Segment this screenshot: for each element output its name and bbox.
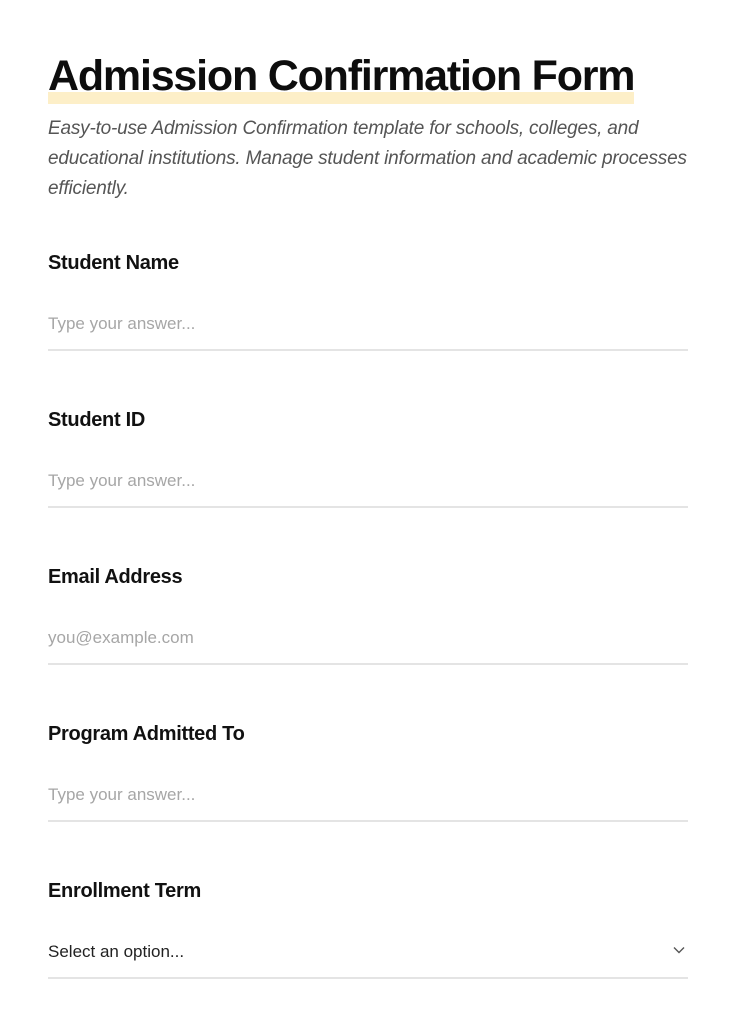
input-row: [48, 309, 688, 351]
form-description: Easy-to-use Admission Confirmation template for schools, colleges, and educational institutions. Manage student information and academic processes efficiently.: [48, 118, 687, 199]
enrollment-term-select[interactable]: [48, 937, 688, 979]
input-row: [48, 780, 688, 822]
email-input[interactable]: [48, 623, 648, 653]
field-label: Email Address: [48, 566, 183, 588]
field-enrollment-term: [48, 880, 688, 979]
chevron-down-icon: [672, 943, 686, 957]
field-student-name: [48, 252, 688, 351]
field-program: [48, 723, 688, 822]
field-label: Program Admitted To: [48, 723, 245, 745]
input-row: [48, 623, 688, 665]
student-name-input[interactable]: [48, 309, 648, 339]
field-label: Student Name: [48, 252, 179, 274]
field-email: [48, 566, 688, 665]
title-block: [48, 52, 634, 100]
field-student-id: [48, 409, 688, 508]
select-value: Select an option...: [48, 942, 185, 961]
program-input[interactable]: [48, 780, 648, 810]
field-label: Enrollment Term: [48, 880, 201, 902]
input-row: [48, 466, 688, 508]
field-label: Student ID: [48, 409, 145, 431]
page-title: Admission Confirmation Form: [48, 52, 635, 100]
student-id-input[interactable]: [48, 466, 648, 496]
